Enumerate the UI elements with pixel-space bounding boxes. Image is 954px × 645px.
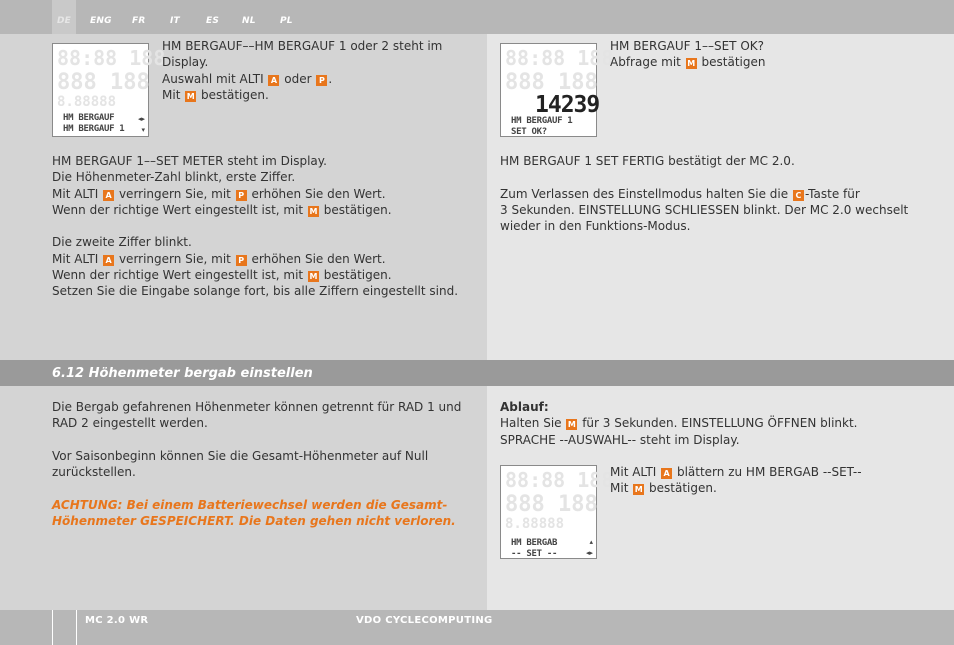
body-line <box>52 218 458 234</box>
caption-line: HM BERGAUF 1––SET OK? <box>610 39 765 53</box>
lcd-arrow-icon: ◂▸ <box>585 549 593 557</box>
body-line: Vor Saisonbeginn können Sie die Gesamt-Höhenmeter auf Null <box>52 448 429 463</box>
caption-line: Mit M bestätigen. <box>162 87 269 102</box>
lcd-display-hm-bergauf <box>52 43 166 137</box>
lang-es[interactable]: ES <box>206 16 220 26</box>
body-line: Mit ALTI A verringern Sie, mit P erhöhen Sie den Wert. <box>52 186 386 201</box>
lcd-row-2: SET OK? <box>511 127 547 137</box>
lcd-arrow-icon: ◂▸ <box>137 115 145 123</box>
key-m-icon: M <box>634 485 643 495</box>
body-right-top <box>500 153 908 234</box>
body-line: 3 Sekunden. EINSTELLUNG SCHLIESSEN blinkt. Der MC 2.0 wechselt <box>500 202 909 217</box>
lcd-big-value: 14239 <box>535 92 600 118</box>
body-right-bottom <box>500 399 857 448</box>
warning-line: Höhenmeter GESPEICHERT. Die Daten gehen nicht verloren. <box>52 514 456 529</box>
key-m-icon: M <box>186 91 195 101</box>
body-line: HM BERGAUF 1 SET FERTIG bestätigt der MC 2.0. <box>500 154 795 168</box>
key-m-icon: M <box>309 272 318 282</box>
body-left-top <box>52 153 458 300</box>
body-line: wieder in den Funktions-Modus. <box>500 219 691 234</box>
key-a-icon: A <box>661 468 672 479</box>
page-number-box <box>52 610 77 645</box>
key-m-icon: M <box>567 420 576 430</box>
caption-line: Auswahl mit ALTI A oder P . <box>162 71 333 86</box>
body-line: SPRACHE --AUSWAHL-- steht im Display. <box>500 432 740 447</box>
caption-set-ok <box>610 38 765 71</box>
caption-line: Display. <box>162 55 209 70</box>
lcd-ghost-segments: 8.88888 <box>505 516 565 532</box>
lcd-display-set-ok <box>500 43 614 137</box>
lcd-row-1: HM BERGAUF 1 <box>511 116 573 126</box>
body-line: zurückstellen. <box>52 465 136 480</box>
lcd-row-2: -- SET -- <box>511 549 558 559</box>
lcd-row-1: HM BERGAUF <box>63 113 115 123</box>
body-line: Die zweite Ziffer blinkt. <box>52 235 192 250</box>
body-line <box>52 432 461 448</box>
body-line <box>52 480 461 496</box>
lang-fr[interactable]: FR <box>132 16 146 26</box>
section-title: 6.12 Höhenmeter bergab einstellen <box>52 366 313 381</box>
language-bar <box>52 0 954 34</box>
caption-line: HM BERGAUF––HM BERGAUF 1 oder 2 steht im <box>162 39 443 53</box>
lang-de[interactable]: DE <box>57 16 72 26</box>
body-line: Mit ALTI A verringern Sie, mit P erhöhen Sie den Wert. <box>52 251 386 266</box>
caption-hm-bergauf <box>162 38 442 103</box>
lang-it[interactable]: IT <box>170 16 180 26</box>
key-p-icon: P <box>236 255 247 266</box>
key-m-icon: M <box>309 206 318 216</box>
body-line <box>500 169 908 185</box>
key-p-icon: P <box>316 75 327 86</box>
body-line: Wenn der richtige Wert eingestellt ist, mit M bestätigen. <box>52 202 392 217</box>
lcd-ghost-segments: 8.88888 <box>57 94 117 110</box>
lcd-row-1: HM BERGAB <box>511 538 558 548</box>
body-line: HM BERGAUF 1––SET METER steht im Display. <box>52 154 327 168</box>
body-line: Halten Sie M für 3 Sekunden. EINSTELLUNG ÖFFNEN blinkt. <box>500 416 858 431</box>
body-line: Setzen Sie die Eingabe solange fort, bis alle Ziffern eingestellt sind. <box>52 284 459 299</box>
lcd-ghost-segments: 888 188 <box>505 70 598 95</box>
key-p-icon: P <box>236 190 247 201</box>
lcd-ghost-segments: 888 188 <box>57 70 150 95</box>
key-m-icon: M <box>687 59 696 69</box>
key-a-icon: A <box>268 75 279 86</box>
lang-nl[interactable]: NL <box>242 16 256 26</box>
body-line: Die Höhenmeter-Zahl blinkt, erste Ziffer. <box>52 170 296 185</box>
lcd-arrow-icon: ▴ <box>589 538 593 546</box>
key-c-icon: C <box>793 190 804 201</box>
lcd-row-2: HM BERGAUF 1 <box>63 124 125 134</box>
lcd-ghost-segments: 88:88 188 <box>57 46 166 70</box>
body-left-bottom <box>52 399 461 529</box>
lcd-ghost-segments: 88:88 188 <box>505 46 614 70</box>
body-line: Wenn der richtige Wert eingestellt ist, mit M bestätigen. <box>52 268 392 283</box>
lcd-arrow-icon: ▾ <box>141 126 145 134</box>
warning-line: ACHTUNG: Bei einem Batteriewechsel werden die Gesamt- <box>52 497 448 512</box>
body-line: RAD 2 eingestellt werden. <box>52 416 208 431</box>
body-line: Zum Verlassen des Einstellmodus halten Sie die C -Taste für <box>500 186 860 201</box>
caption-line: Abfrage mit M bestätigen <box>610 55 766 70</box>
caption-line: Mit ALTI A blättern zu HM BERGAB --SET-- <box>610 465 862 479</box>
body-line: Die Bergab gefahrenen Höhenmeter können getrennt für RAD 1 und <box>52 400 462 414</box>
key-a-icon: A <box>103 255 114 266</box>
procedure-heading: Ablauf: <box>500 400 549 414</box>
key-a-icon: A <box>103 190 114 201</box>
footer-brand: VDO CYCLECOMPUTING <box>356 615 493 626</box>
lcd-ghost-segments: 888 188 <box>505 492 598 517</box>
footer-product: MC 2.0 WR <box>85 615 149 626</box>
lang-eng[interactable]: ENG <box>90 16 112 26</box>
lcd-ghost-segments: 88:88 188 <box>505 468 614 492</box>
caption-hm-bergab <box>610 464 862 497</box>
caption-line: Mit M bestätigen. <box>610 481 717 496</box>
lang-pl[interactable]: PL <box>280 16 293 26</box>
lcd-display-hm-bergab <box>500 465 614 559</box>
